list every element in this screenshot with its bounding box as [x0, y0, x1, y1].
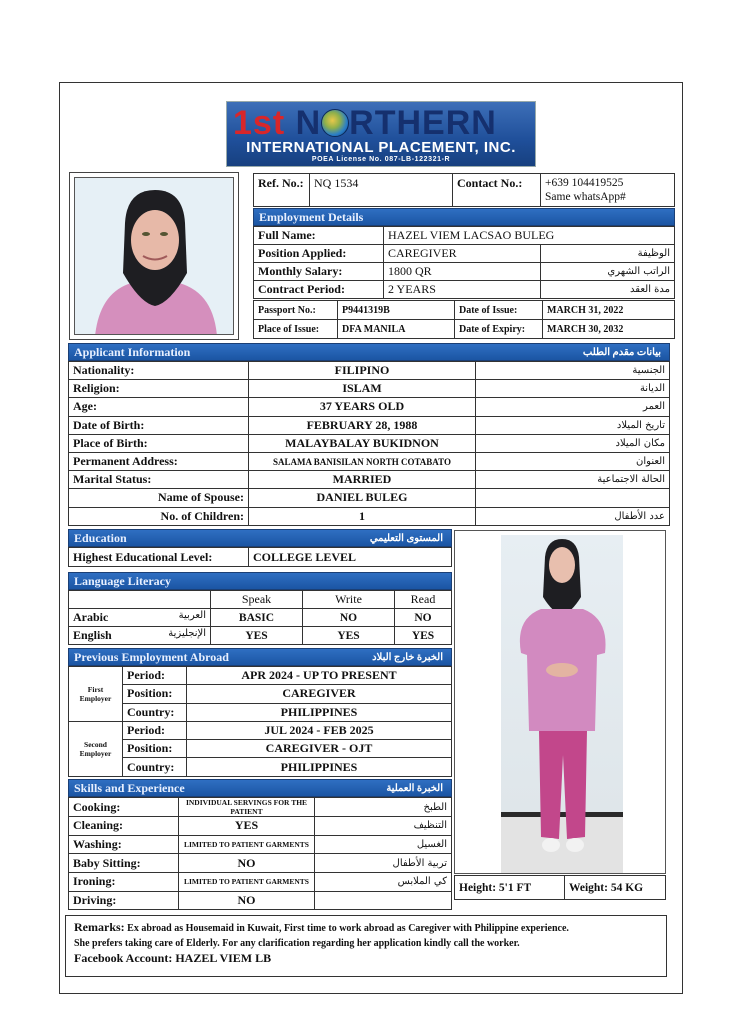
row-label: Country: — [123, 758, 187, 776]
row-arabic: كي الملابس — [315, 873, 452, 892]
row-arabic: عدد الأطفال — [476, 507, 670, 525]
row-value: FILIPINO — [249, 362, 476, 380]
skill-row — [69, 854, 452, 873]
expiry-date-value: MARCH 30, 2032 — [543, 320, 675, 339]
applicant-header — [68, 343, 670, 361]
row-value: CAREGIVER — [187, 685, 452, 703]
logo-subtitle: INTERNATIONAL PLACEMENT, INC. — [246, 139, 516, 156]
language-row-english — [69, 627, 452, 645]
row-value: 1800 QR — [384, 263, 541, 281]
row-arabic: الراتب الشهري — [541, 263, 675, 281]
applicant-row — [69, 380, 670, 398]
row-value: CAREGIVER - OJT — [187, 740, 452, 758]
employer-name: Second Employer — [69, 721, 123, 776]
language-arabic: العربية — [178, 610, 206, 621]
row-value: PHILIPPINES — [187, 758, 452, 776]
logo-name-2: RTHERN — [349, 104, 497, 142]
row-label: Cleaning: — [69, 817, 179, 836]
row-arabic: الحالة الاجتماعية — [476, 471, 670, 489]
previous-employment-header — [68, 648, 452, 666]
full-body-image — [501, 535, 623, 873]
skill-row — [69, 817, 452, 836]
facebook-account: Facebook Account: HAZEL VIEM LB — [74, 951, 272, 965]
row-value: INDIVIDUAL SERVINGS FOR THE PATIENT — [179, 798, 315, 817]
row-value: CAREGIVER — [384, 245, 541, 263]
column-read: Read — [395, 591, 452, 609]
applicant-row — [69, 452, 670, 470]
language-title: Language Literacy — [74, 574, 171, 588]
globe-icon — [321, 109, 349, 137]
row-value: MARRIED — [249, 471, 476, 489]
row-arabic: الغسيل — [315, 835, 452, 854]
write-value: YES — [303, 627, 395, 645]
employment-history-row — [69, 667, 452, 685]
row-label: No. of Children: — [69, 507, 249, 525]
row-label: Position Applied: — [254, 245, 384, 263]
column-write: Write — [303, 591, 395, 609]
row-label: Driving: — [69, 891, 179, 910]
speak-value: BASIC — [211, 609, 303, 627]
portrait-photo — [69, 172, 239, 340]
skill-row — [69, 835, 452, 854]
employment-history-row — [69, 703, 452, 721]
employment-history-row — [69, 721, 452, 739]
issue-date-label: Date of Issue: — [455, 301, 543, 320]
row-label: Name of Spouse: — [69, 489, 249, 507]
row-label: Baby Sitting: — [69, 854, 179, 873]
logo-prefix: 1st — [233, 104, 286, 142]
applicant-row — [69, 434, 670, 452]
employment-history-row — [69, 758, 452, 776]
language-row-arabic — [69, 609, 452, 627]
education-label: Highest Educational Level: — [69, 548, 249, 567]
read-value: YES — [395, 627, 452, 645]
education-value: COLLEGE LEVEL — [249, 548, 452, 567]
employment-history-row — [69, 740, 452, 758]
language-arabic: الإنجليزية — [168, 628, 206, 639]
previous-employment-title: Previous Employment Abroad — [74, 650, 229, 664]
passport-label: Passport No.: — [254, 301, 338, 320]
row-label: Washing: — [69, 835, 179, 854]
row-label: Permanent Address: — [69, 452, 249, 470]
employment-row — [254, 281, 675, 299]
row-value: LIMITED TO PATIENT GARMENTS — [179, 835, 315, 854]
ref-value: NQ 1534 — [310, 174, 453, 207]
skills-title-arabic: الخبرة العملية — [386, 783, 443, 794]
passport-value: P9441319B — [338, 301, 455, 320]
employment-row — [254, 227, 675, 245]
row-value: 37 YEARS OLD — [249, 398, 476, 416]
row-label: Age: — [69, 398, 249, 416]
row-value: FEBRUARY 28, 1988 — [249, 416, 476, 434]
row-label: Full Name: — [254, 227, 384, 245]
language-label: English — [73, 628, 112, 642]
employment-row — [254, 263, 675, 281]
row-label: Nationality: — [69, 362, 249, 380]
speak-value: YES — [211, 627, 303, 645]
employer-name: First Employer — [69, 667, 123, 722]
row-arabic: الطبخ — [315, 798, 452, 817]
skills-header — [68, 779, 452, 797]
row-arabic: تاريخ الميلاد — [476, 416, 670, 434]
row-arabic: مدة العقد — [541, 281, 675, 299]
skills-title: Skills and Experience — [74, 781, 185, 795]
row-label: Ironing: — [69, 873, 179, 892]
row-label: Place of Birth: — [69, 434, 249, 452]
education-title-arabic: المستوى التعليمي — [369, 533, 443, 544]
employment-header — [253, 208, 675, 226]
write-value: NO — [303, 609, 395, 627]
row-value: HAZEL VIEM LACSAO BULEG — [384, 227, 675, 245]
row-label: Marital Status: — [69, 471, 249, 489]
education-table — [68, 547, 452, 567]
row-value: MALAYBALAY BUKIDNON — [249, 434, 476, 452]
row-label: Contract Period: — [254, 281, 384, 299]
row-value: DANIEL BULEG — [249, 489, 476, 507]
company-logo — [226, 101, 536, 167]
skill-row — [69, 798, 452, 817]
previous-employment-title-arabic: الخبرة خارج البلاد — [372, 652, 443, 663]
row-label: Period: — [123, 721, 187, 739]
contact-note: Same whatsApp# — [545, 191, 626, 203]
applicant-row — [69, 398, 670, 416]
issue-date-value: MARCH 31, 2022 — [543, 301, 675, 320]
row-label: Cooking: — [69, 798, 179, 817]
row-value: NO — [179, 854, 315, 873]
row-value: NO — [179, 891, 315, 910]
row-arabic: العنوان — [476, 452, 670, 470]
skill-row — [69, 891, 452, 910]
applicant-table — [68, 361, 670, 526]
ref-label: Ref. No.: — [254, 174, 310, 207]
education-header — [68, 529, 452, 547]
passport-table — [253, 300, 675, 339]
row-value: ISLAM — [249, 380, 476, 398]
applicant-title: Applicant Information — [74, 345, 191, 359]
logo-name-1: N — [295, 104, 322, 142]
previous-employment-table — [68, 666, 452, 777]
employment-row — [254, 245, 675, 263]
row-value: 2 YEARS — [384, 281, 541, 299]
row-label: Date of Birth: — [69, 416, 249, 434]
skill-row — [69, 873, 452, 892]
employment-title: Employment Details — [259, 210, 364, 224]
row-arabic — [476, 489, 670, 507]
education-title: Education — [74, 531, 127, 545]
read-value: NO — [395, 609, 452, 627]
expiry-date-label: Date of Expiry: — [455, 320, 543, 339]
logo-license: POEA License No. 087-LB-122321-R — [311, 156, 451, 163]
row-value: PHILIPPINES — [187, 703, 452, 721]
row-arabic: الديانة — [476, 380, 670, 398]
row-arabic: مكان الميلاد — [476, 434, 670, 452]
remarks-label: Remarks: — [74, 920, 125, 934]
remarks-line-1: Ex abroad as Housemaid in Kuwait, First time to work abroad as Caregiver with Philippine experience. — [127, 923, 569, 934]
column-speak: Speak — [211, 591, 303, 609]
employment-table — [253, 226, 675, 299]
language-header — [68, 572, 452, 590]
applicant-row — [69, 489, 670, 507]
remarks-box — [65, 915, 667, 977]
row-arabic: تربية الأطفال — [315, 854, 452, 873]
ref-contact-table — [253, 173, 675, 207]
applicant-row — [69, 507, 670, 525]
portrait-image — [75, 178, 234, 335]
weight-value: Weight: 54 KG — [565, 876, 666, 900]
row-arabic: الجنسية — [476, 362, 670, 380]
applicant-title-arabic: بيانات مقدم الطلب — [582, 347, 661, 358]
language-label: Arabic — [73, 610, 109, 624]
applicant-row — [69, 416, 670, 434]
row-label: Monthly Salary: — [254, 263, 384, 281]
row-value: 1 — [249, 507, 476, 525]
row-value: SALAMA BANISILAN NORTH COTABATO — [249, 452, 476, 470]
row-label: Period: — [123, 667, 187, 685]
row-arabic: الوظيفة — [541, 245, 675, 263]
row-arabic: العمر — [476, 398, 670, 416]
row-label: Position: — [123, 740, 187, 758]
remarks-line-2: She prefers taking care of Elderly. For any clarification regarding her application kindly call the worker. — [74, 938, 520, 949]
contact-label: Contact No.: — [453, 174, 541, 207]
place-of-issue-label: Place of Issue: — [254, 320, 338, 339]
row-value: YES — [179, 817, 315, 836]
row-label: Religion: — [69, 380, 249, 398]
employment-history-row — [69, 685, 452, 703]
applicant-row — [69, 362, 670, 380]
row-value: JUL 2024 - FEB 2025 — [187, 721, 452, 739]
row-value: LIMITED TO PATIENT GARMENTS — [179, 873, 315, 892]
contact-value: +639 104419525 — [545, 177, 624, 189]
applicant-row — [69, 471, 670, 489]
place-of-issue-value: DFA MANILA — [338, 320, 455, 339]
row-arabic: التنظيف — [315, 817, 452, 836]
physical-table — [454, 875, 666, 900]
row-arabic — [315, 891, 452, 910]
row-label: Country: — [123, 703, 187, 721]
language-table — [68, 590, 452, 645]
height-value: Height: 5'1 FT — [455, 876, 565, 900]
row-value: APR 2024 - UP TO PRESENT — [187, 667, 452, 685]
full-body-photo — [454, 530, 666, 874]
skills-table — [68, 797, 452, 910]
row-label: Position: — [123, 685, 187, 703]
